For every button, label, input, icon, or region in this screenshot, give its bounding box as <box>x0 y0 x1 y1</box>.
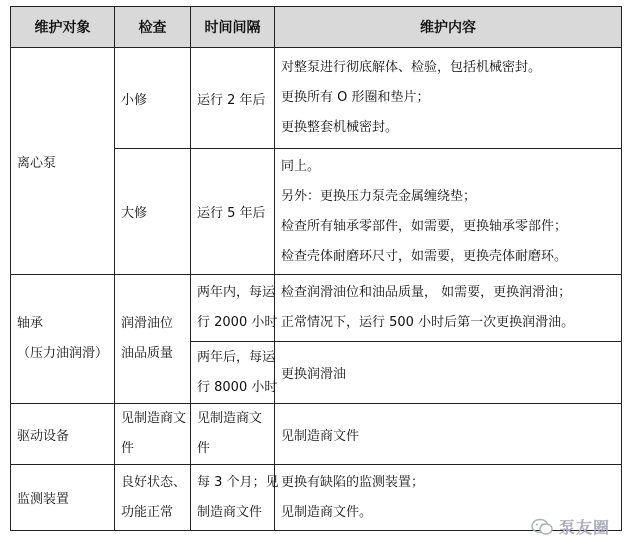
header-object: 维护对象 <box>11 7 115 48</box>
content-line: 检查壳体耐磨环尺寸，如需要，更换壳体耐磨环。 <box>281 248 568 264</box>
bearing-check-line: 油品质量 <box>121 346 174 361</box>
bearing-name-cell <box>11 275 115 404</box>
interval-line: 件 <box>197 441 211 456</box>
monitor-name: 监测装置 <box>11 465 115 531</box>
check-line: 见制造商文 <box>121 411 187 426</box>
pump-major-content <box>275 149 622 275</box>
interval-line: 两年后，每运 <box>197 349 276 365</box>
watermark <box>531 515 610 538</box>
interval-line: 两年内，每运 <box>197 285 276 300</box>
maintenance-table <box>10 6 622 531</box>
bearing-second-interval <box>191 342 278 404</box>
content-line: 另外：更换压力泵壳金属缠绕垫； <box>281 188 477 204</box>
drive-check <box>115 404 191 465</box>
table-row <box>11 275 622 342</box>
pump-minor-interval: 运行 2 年后 <box>191 48 275 149</box>
wechat-icon <box>531 518 553 536</box>
content-line: 对整泵进行彻底解体、检验，包括机械密封。 <box>281 60 542 75</box>
bearing-name: 轴承 <box>17 316 44 331</box>
monitor-check <box>115 465 191 531</box>
bearing-check-line: 润滑油位 <box>121 316 174 331</box>
bearing-second-content: 更换润滑油 <box>275 342 622 404</box>
watermark-text: 泵友圈 <box>558 518 610 537</box>
pump-name-cell <box>11 48 115 275</box>
content-line: 更换所有 O 形圈和垫片； <box>281 90 430 105</box>
pump-major-check: 大修 <box>115 149 191 275</box>
interval-line: 制造商文件 <box>197 504 263 520</box>
pump-minor-check: 小修 <box>115 48 191 149</box>
drive-name: 驱动设备 <box>11 404 115 465</box>
pump-minor-content <box>275 48 622 149</box>
content-line: 检查所有轴承零部件，如需要，更换轴承零部件； <box>281 218 568 234</box>
content-line: 同上。 <box>281 158 321 174</box>
check-line: 件 <box>121 441 135 456</box>
monitor-interval <box>191 465 279 531</box>
bearing-first-content <box>275 275 622 342</box>
content-line: 见制造商文件。 <box>281 504 373 520</box>
bearing-check-cell <box>115 275 191 404</box>
content-line: 更换整套机械密封。 <box>281 120 399 135</box>
check-line: 功能正常 <box>121 504 174 520</box>
check-line: 良好状态、 <box>121 474 187 490</box>
interval-line: 见制造商文 <box>197 411 263 426</box>
drive-content: 见制造商文件 <box>275 404 622 465</box>
interval-line: 行 8000 小时 <box>197 379 278 395</box>
pump-major-interval: 运行 5 年后 <box>191 149 275 275</box>
content-line: 检查润滑油位和油品质量， 如需要，更换润滑油； <box>281 285 572 300</box>
bearing-name-sub: （压力油润滑） <box>17 346 109 361</box>
table-row <box>11 404 622 465</box>
header-row <box>11 7 622 48</box>
pump-name: 离心泵 <box>17 155 57 171</box>
header-interval: 时间间隔 <box>191 7 275 48</box>
interval-line: 每 3 个月；见 <box>197 474 279 490</box>
table-row <box>11 465 622 531</box>
content-line: 正常情况下，运行 500 小时后第一次更换润滑油。 <box>281 315 575 330</box>
bearing-first-interval <box>191 275 278 342</box>
interval-line: 行 2000 小时 <box>197 315 278 330</box>
drive-interval <box>191 404 275 465</box>
table-row <box>11 48 622 149</box>
content-line: 更换有缺陷的监测装置； <box>281 474 425 490</box>
header-content: 维护内容 <box>275 7 622 48</box>
header-check: 检查 <box>115 7 191 48</box>
